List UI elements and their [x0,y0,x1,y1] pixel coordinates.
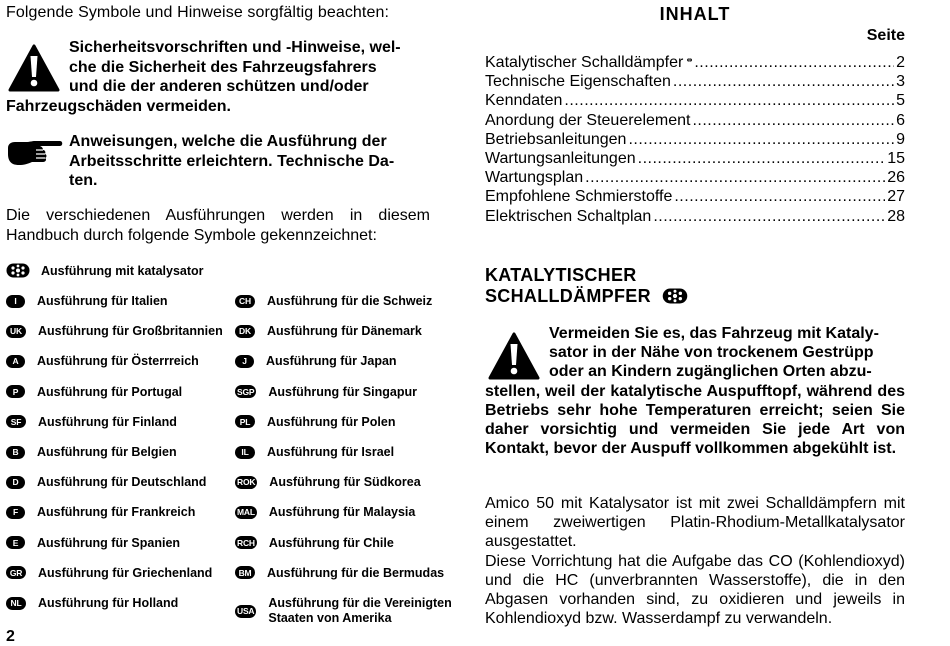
toc-entry-page: 15 [887,149,905,167]
toc-entry-label: Katalytischer Schalldämpfer [485,54,684,71]
safety-warning-line: che die Sicherheit des Fahrzeugsfahrers [69,58,377,76]
symbol-row [235,415,395,429]
country-code-badge: USA [237,606,255,616]
safety-warning-line: Fahrzeugschäden vermeiden. [6,97,231,115]
catalyst-warning-line: Vermeiden Sie es, das Fahrzeug mit Kataly- [549,325,879,342]
left-column [6,0,452,646]
symbol-catalyst [6,263,204,278]
symbol-row [6,536,180,550]
safety-warning [6,38,430,116]
toc-leader-dots [638,149,886,168]
symbol-label: Ausführung für Malaysia [268,505,416,520]
symbol-row [235,475,421,489]
symbol-row [235,385,417,399]
symbol-label: Ausführung für Israel [267,445,395,459]
country-code-badge: MAL [237,507,255,518]
country-code-badge: BM [235,566,255,579]
symbol-label: Ausführung für Spanien [37,535,181,550]
symbol-row [235,324,422,338]
page-number: 2 [6,628,15,645]
toc-leader-dots [564,91,894,110]
symbol-label: Ausführung für Finland [38,414,177,429]
symbol-label: Ausführung für Dänemark [267,324,422,339]
country-code-badge: E [6,536,25,549]
symbol-row [6,445,177,459]
versions-intro: Die verschiedenen Ausführungen werden in diesem Handbuch durch folgende Symbole gekennzeichnet: [6,207,430,244]
country-code-badge: IL [235,446,255,459]
safety-warning-line: und die der anderen schützen und/oder [69,78,369,95]
section-title-line: KATALYTISCHER [485,265,637,285]
symbol-label: Ausführung für die Vereinigten Staaten von Amerika [268,596,452,625]
toc-entry[interactable] [485,168,905,187]
toc-entry-page: 27 [887,188,905,206]
symbol-row [235,354,397,368]
section-title-line: SCHALLDÄMPFER [485,286,651,306]
toc-entry[interactable] [485,53,905,72]
country-code-badge: ROK [237,477,256,488]
symbol-row [6,475,206,489]
toc-entry-page: 26 [887,169,905,187]
instruction-hint [6,132,430,191]
country-code-badge: A [6,355,25,368]
symbol-row [6,505,195,519]
toc-leader-dots [694,53,894,72]
symbol-label: Ausführung für Japan [266,354,397,369]
country-code-badge: D [6,476,25,489]
symbol-row [6,294,168,308]
country-code-badge: SGP [237,386,255,397]
intro-text: Folgende Symbole und Hinweise sorgfältig beachten: [6,4,390,21]
toc-entry-page: 5 [896,92,905,110]
symbol-label: Ausführung für Singapur [268,384,417,399]
toc-entry-page: 2 [896,54,905,71]
toc-entry-label: Wartungsplan [485,169,584,187]
catalyst-warning [485,324,905,458]
toc-leader-dots [628,130,894,149]
toc-entry-page: 9 [896,130,905,148]
country-code-badge: DK [235,325,255,338]
catalyst-warning-line: oder an Kindern zugänglichen Orten abzu- [549,363,872,381]
symbol-label: Ausführung für die Bermudas [267,565,445,580]
symbol-row [6,385,182,399]
paragraph: Diese Vorrichtung hat die Aufgabe das CO (Kohlendioxyd) und die HC (unverbrannten Wasserstoffe), die in den Abgasen vorhanden sind, zu oxidieren und jeweils in Kohlendioxyd bzw. Wasserdampf zu verwandeln. [485,552,905,628]
toc-page-header: Seite [866,27,905,44]
symbol-label: Ausführung für Griechenland [38,565,213,580]
symbol-row [235,536,394,550]
toc-entry-label: Elektrischen Schaltplan [485,207,652,225]
country-code-badge: PL [235,415,255,428]
symbol-label: Ausführung mit katalysator [41,263,204,278]
symbol-label: Ausführung für Polen [267,414,396,429]
symbol-label: Ausführung für die Schweiz [267,294,433,308]
toc-entry-label: Betriebsanleitungen [485,130,627,148]
symbol-row [235,596,458,626]
symbol-label: Ausführung für Portugal [37,384,183,399]
symbol-label: Ausführung für Chile [268,535,394,550]
country-code-badge: J [235,355,254,368]
catalyst-icon [662,288,688,304]
symbol-row [6,354,199,368]
symbol-row [235,445,394,459]
paragraph: Amico 50 mit Katalysator ist mit zwei Schalldämpfern mit einem zweiwertigen Platin-Rhodium-Metallkatalysator ausgestattet. [485,495,905,551]
catalyst-icon [6,263,30,278]
hint-line: ten. [69,172,98,189]
toc-entry-label: Kenndaten [485,92,563,110]
section-title [485,265,688,307]
symbol-row [235,566,444,580]
country-code-badge: GR [6,566,26,579]
country-code-badge: UK [6,325,26,338]
country-code-badge: P [6,385,25,398]
toc-entry-page: 6 [896,111,905,129]
pointing-hand-icon [6,138,64,168]
toc-entry[interactable] [485,91,905,110]
symbol-row [235,505,415,519]
country-code-badge: SF [6,415,26,428]
toc-entry[interactable] [485,72,905,91]
catalyst-description [485,494,905,628]
toc-entry-label: Empfohlene Schmierstoffe [485,188,673,206]
symbol-row [6,566,212,580]
country-code-badge: I [6,295,25,308]
toc-entry[interactable] [485,130,905,149]
country-code-badge: F [6,506,25,519]
toc-leader-dots [673,72,894,91]
warning-triangle-icon [488,332,540,380]
safety-warning-line: Sicherheitsvorschriften und -Hinweise, wel- [69,39,401,56]
symbol-row [6,324,223,338]
country-code-badge: B [6,446,25,459]
symbol-row [6,596,178,610]
symbol-label: Ausführung für Deutschland [37,475,207,490]
symbol-row [235,294,432,308]
hint-line: Arbeitsschritte erleichtern. Technische Da- [69,152,395,170]
symbol-label: Ausführung für Großbritannien [38,324,223,339]
symbol-label: Ausführung für Italien [37,294,168,308]
toc-entry-label: Technische Eigenschaften [485,73,671,91]
catalyst-icon [687,53,692,67]
symbol-label: Ausführung für Belgien [37,445,177,459]
country-code-badge: NL [6,597,26,610]
catalyst-warning-line: stellen, weil der katalytische Auspufftopf, während des Betriebs sehr hohe Temperaturen erreicht; seien Sie daher vorsichtig und vermeiden Sie jede Art von Kontakt, bevor der Auspuff vollkommen abgekühlt ist. [485,382,905,458]
toc-entry-page: 3 [896,73,905,91]
toc-entry[interactable] [485,187,905,206]
warning-triangle-icon [8,44,60,92]
country-code-badge: CH [235,295,255,308]
toc-entry-page: 28 [887,207,905,225]
symbol-label: Ausführung für Österrreich [37,354,199,369]
toc-title: INHALT [659,4,731,24]
catalyst-warning-line: sator in der Nähe von trockenem Gestrüpp [549,344,874,362]
toc-entry[interactable] [485,149,905,168]
toc-entry[interactable] [485,207,905,226]
toc-entry-label: Wartungsanleitungen [485,149,636,167]
country-code-badge: RCH [237,537,255,548]
table-of-contents [485,53,905,226]
toc-leader-dots [585,168,885,187]
toc-leader-dots [653,207,885,226]
right-column [485,0,905,646]
toc-leader-dots [692,111,894,130]
symbol-label: Ausführung für Frankreich [37,505,196,520]
symbol-label: Ausführung für Holland [38,596,179,610]
toc-leader-dots [674,187,885,206]
hint-line: Anweisungen, welche die Ausführung der [69,133,387,150]
symbol-label: Ausführung für Südkorea [269,475,421,490]
toc-entry[interactable] [485,111,905,130]
symbol-row [6,415,177,429]
toc-entry-label: Anordung der Steuerelement [485,111,691,129]
